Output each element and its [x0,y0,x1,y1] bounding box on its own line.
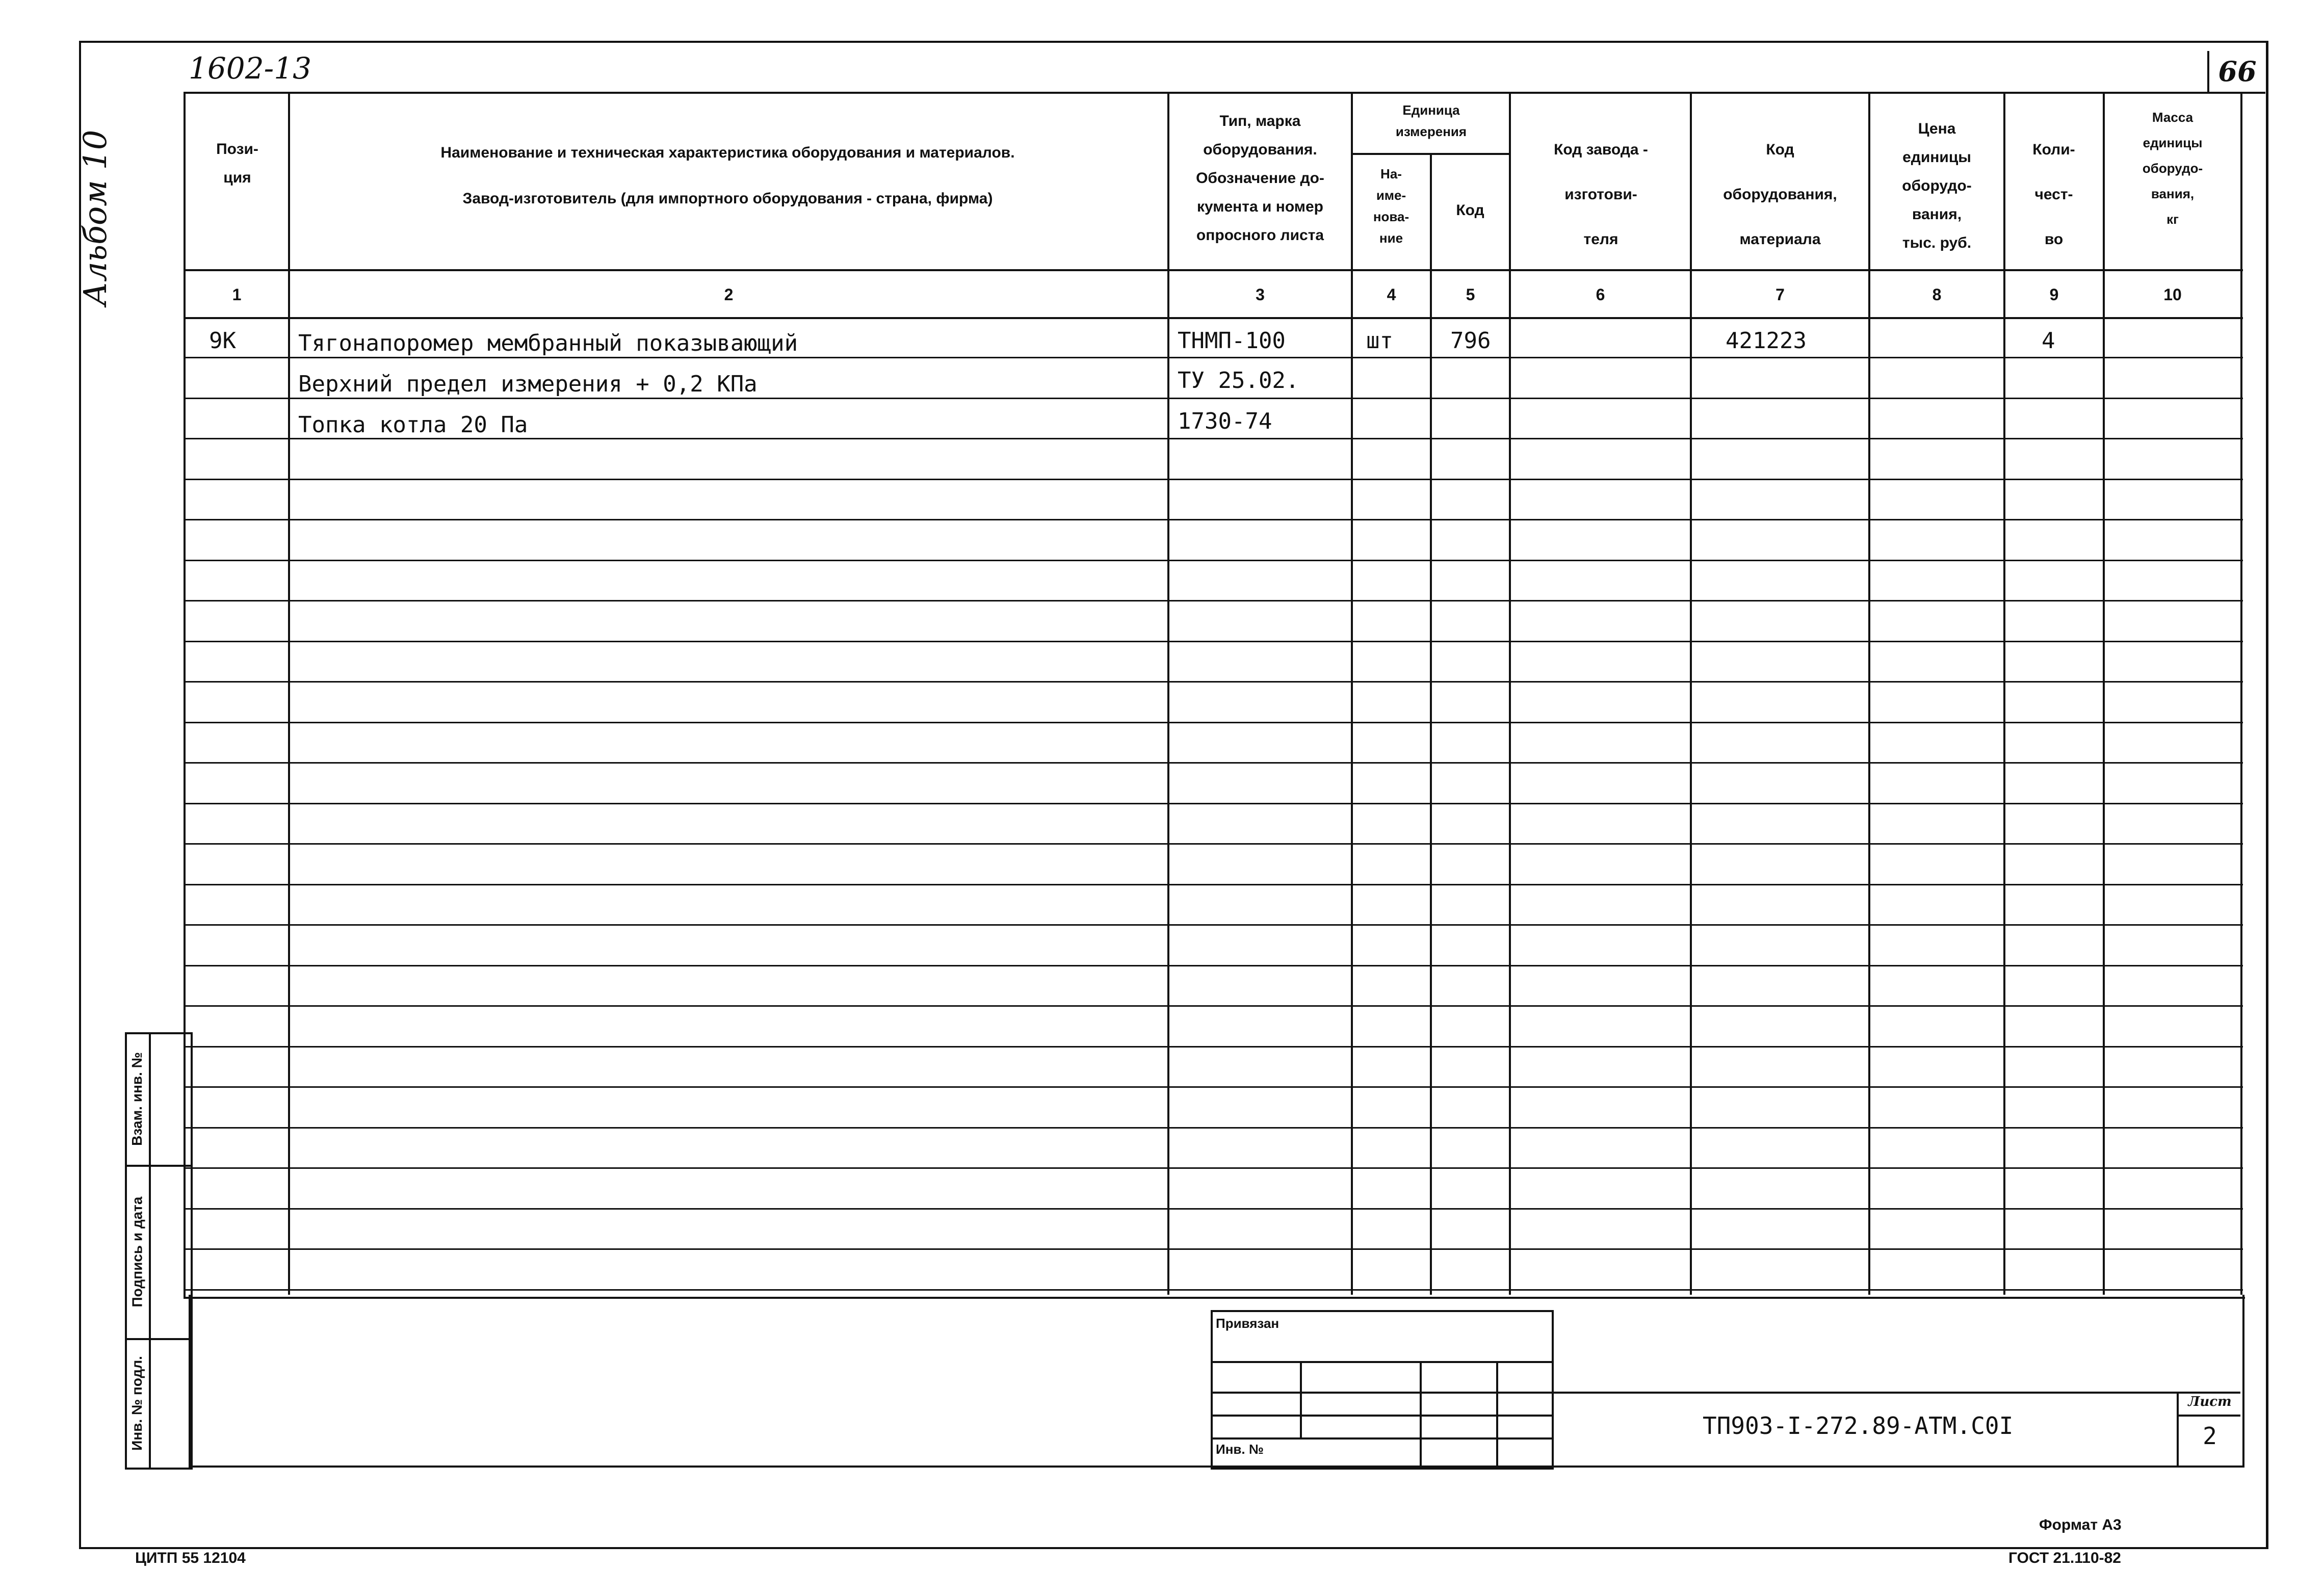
list-label: Лист [2188,1394,2232,1409]
header-col-9-line-3: во [2044,231,2064,248]
list-value: 2 [2203,1422,2217,1450]
row-3-name: Топка котла 20 Па [298,412,528,438]
header-col-1-line-1: Пози- [216,141,258,158]
header-col-3-line-1: Тип, марка [1219,113,1301,129]
privyazan-line-1 [1211,1361,1552,1363]
header-col-4-line-3: нова- [1373,209,1409,224]
header-col-10-line-4: вания, [2151,186,2195,201]
doc-code-top-line [1550,1392,2240,1394]
table-row-rule [184,479,2243,480]
header-col-9 [2006,127,2101,262]
table-row-rule [184,803,2243,804]
table-row-rule [184,1167,2243,1169]
header-col-10-line-1: Масса [2152,110,2194,125]
col-num-3: 3 [1256,285,1265,304]
doc-code: ТП903-I-272.89-АТМ.С0I [1703,1412,2014,1440]
privyazan-label: Привязан [1216,1316,1279,1331]
header-col-4 [1353,163,1429,249]
footer-format: Формат А3 [2039,1516,2122,1533]
table-row-rule [184,843,2243,845]
header-col-3 [1171,107,1349,250]
header-col-3-line-5: опросного листа [1196,227,1324,244]
header-col-6-line-1: Код завода - [1554,141,1648,158]
header-col-6 [1513,127,1689,262]
table-row-rule [184,1248,2243,1250]
header-col-8-line-4: вания, [1912,206,1962,223]
table-row-rule [184,681,2243,683]
side-stamp-line-1 [125,1165,191,1167]
header-col-4-line-2: име- [1376,188,1406,203]
header-col-8-line-1: Цена [1918,120,1956,137]
table-row-rule [184,924,2243,926]
table-row-rule [184,1208,2243,1210]
col-num-6: 6 [1596,285,1605,304]
unit-group-line-2: измерения [1395,124,1467,139]
table-row-rule [184,1005,2243,1007]
row-1-equip-code: 421223 [1726,328,1807,354]
frame-right-border [2266,41,2268,1547]
podpis-cell [126,1167,148,1337]
header-col-10 [2106,104,2239,232]
table-row-rule [184,600,2243,601]
footer-gost: ГОСТ 21.110-82 [2008,1550,2121,1566]
header-col-4-line-4: ние [1379,230,1403,246]
table-row-rule [184,722,2243,723]
table-row-rule [184,1289,2243,1291]
header-col-9-line-2: чест- [2034,186,2073,203]
unit-group-line [1351,153,1511,155]
header-col-10-line-2: единицы [2143,135,2203,150]
header-unit-group [1353,99,1509,142]
page-number: 66 [2218,55,2257,88]
table-row-rule [184,1127,2243,1129]
footer-left: ЦИТП 55 12104 [135,1550,246,1566]
row-1-name: Тягонапоромер мембранный показывающий [298,330,798,356]
header-col-9-line-1: Коли- [2032,141,2075,158]
col-num-7: 7 [1775,285,1785,304]
table-row-rule [184,641,2243,642]
album-label: Альбом 10 [76,129,114,306]
header-col-6-line-3: теля [1583,231,1618,248]
frame-bottom-border [79,1547,2268,1549]
table-row-rule [184,762,2243,764]
header-col-7 [1693,127,1867,262]
header-col-2 [291,130,1165,222]
header-col-10-line-5: кг [2166,212,2179,227]
col-num-10: 10 [2163,285,2182,304]
row-1-type: ТНМП-100 [1178,328,1286,354]
inv-podl-label: Инв. № подл. [129,1355,145,1451]
privyazan-vline-1 [1300,1361,1302,1437]
header-col-5 [1432,196,1508,225]
header-col-8 [1872,115,2002,257]
header-col-2-line-2: Завод-изготовитель (для импортного оборудования - страна, фирма) [462,190,993,207]
header-col-8-line-2: единицы [1902,149,1971,166]
header-col-7-line-3: материала [1739,231,1821,248]
row-2-name: Верхний предел измерения + 0,2 КПа [298,371,758,397]
col-num-9: 9 [2049,285,2059,304]
list-box-line [2177,1415,2240,1417]
header-col-1-line-2: ция [223,169,251,186]
row-1-unit-code: 796 [1450,328,1491,354]
row-2-type: ТУ 25.02. [1178,368,1299,394]
header-col-10-line-3: оборудо- [2142,161,2203,176]
header-col-7-line-1: Код [1766,141,1794,158]
header-col-5-line-1: Код [1456,202,1484,219]
vzam-inv-cell [126,1035,148,1163]
table-row-rule [184,560,2243,561]
privyazan-line-3 [1211,1415,1552,1417]
header-col-3-line-3: Обозначение до- [1196,170,1324,187]
table-row-rule [184,519,2243,520]
header-col-4-line-1: На- [1380,166,1402,181]
vzam-inv-label: Взам. инв. № [129,1052,145,1146]
privyazan-vline-2 [1420,1361,1422,1466]
project-code: 1602-13 [189,51,312,86]
privyazan-line-2 [1211,1392,1552,1394]
col-line-4 [1430,153,1432,1295]
row-3-type: 1730-74 [1178,408,1272,434]
table-row-rule [184,1046,2243,1048]
table-right-line [2240,92,2242,1295]
col-num-5: 5 [1466,285,1475,304]
header-col-7-line-2: оборудования, [1723,186,1837,203]
unit-group-line-1: Единица [1402,102,1460,118]
podpis-data-label: Подпись и дата [129,1196,145,1307]
header-col-1 [188,135,287,192]
privyazan-vline-3 [1496,1361,1498,1466]
side-stamp-divider [149,1032,151,1470]
page-number-box [2207,51,2265,94]
row-1-pos: 9К [209,328,236,354]
row-1-unit: шт [1366,328,1393,354]
col-num-2: 2 [724,285,734,304]
col-num-1: 1 [232,285,242,304]
header-col-3-line-2: оборудования. [1203,141,1317,158]
col-num-4: 4 [1387,285,1396,304]
side-stamp-line-2 [125,1338,191,1340]
inv-podl-cell [126,1341,148,1466]
inv-no-label: Инв. № [1216,1442,1264,1457]
col-num-8: 8 [1932,285,1942,304]
header-col-8-line-5: тыс. руб. [1902,234,1972,251]
header-col-6-line-2: изготови- [1564,186,1637,203]
row-1-qty: 4 [2042,328,2055,354]
table-row-rule [184,884,2243,885]
table-row-rule [184,965,2243,966]
header-col-2-line-1: Наименование и техническая характеристика оборудования и материалов. [440,144,1015,161]
table-row-rule [184,1086,2243,1088]
header-col-3-line-4: кумента и номер [1196,198,1324,215]
header-col-8-line-3: оборудо- [1902,177,1972,194]
